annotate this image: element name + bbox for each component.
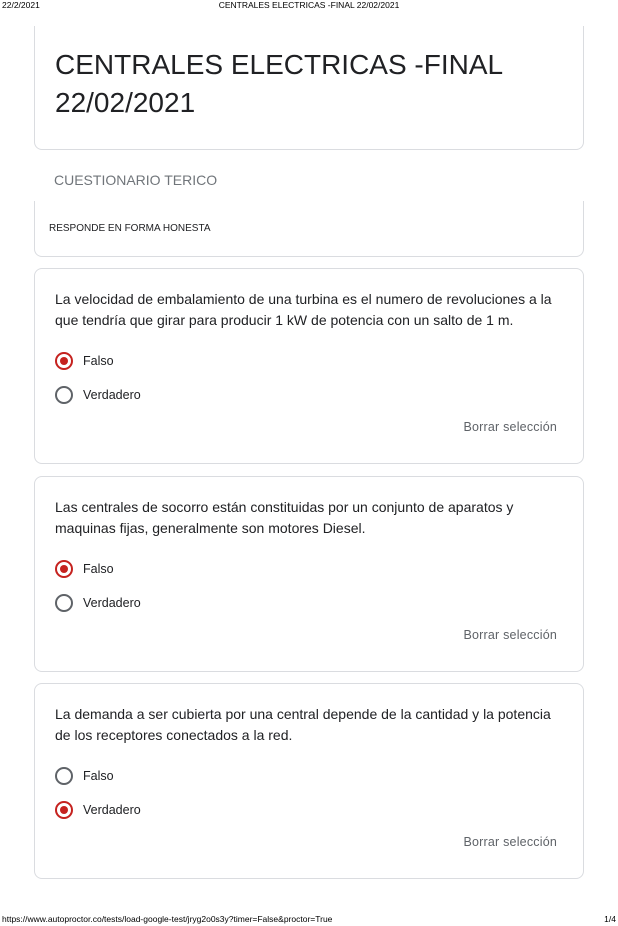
option-label: Falso — [83, 562, 114, 576]
question-text: Las centrales de socorro están constituidas por un conjunto de aparatos y maquinas fijas, generalmente son motores Diesel. — [55, 499, 514, 536]
form-title-line2: 22/02/2021 — [55, 87, 196, 118]
question-card — [34, 476, 584, 672]
section-description: RESPONDE EN FORMA HONESTA — [49, 223, 211, 234]
option-verdadero[interactable] — [55, 593, 141, 613]
print-header — [0, 0, 618, 12]
radio-button[interactable] — [55, 801, 73, 819]
clear-selection-button[interactable]: Borrar selección — [463, 420, 557, 434]
radio-button[interactable] — [55, 767, 73, 785]
option-falso[interactable] — [55, 559, 114, 579]
print-date: 22/2/2021 — [2, 0, 40, 10]
clear-selection-button[interactable]: Borrar selección — [463, 835, 557, 849]
option-label: Falso — [83, 354, 114, 368]
form-title-card — [34, 26, 584, 150]
form-title — [55, 46, 535, 122]
option-verdadero[interactable] — [55, 385, 141, 405]
question-text: La velocidad de embalamiento de una turbina es el numero de revoluciones a la que tendría que girar para producir 1 kW de potencia con un salto de 1 m. — [55, 291, 552, 328]
print-footer — [0, 914, 618, 926]
radio-button[interactable] — [55, 386, 73, 404]
option-label: Verdadero — [83, 388, 141, 402]
radio-button[interactable] — [55, 560, 73, 578]
option-verdadero[interactable] — [55, 800, 141, 820]
option-label: Verdadero — [83, 596, 141, 610]
question-card — [34, 268, 584, 464]
question-text: La demanda a ser cubierta por una central depende de la cantidad y la potencia de los receptores conectados a la red. — [55, 706, 551, 743]
print-doc-title: CENTRALES ELECTRICAS -FINAL 22/02/2021 — [218, 0, 400, 10]
option-label: Falso — [83, 769, 114, 783]
print-url: https://www.autoproctor.co/tests/load-google-test/jryg2o0s3y?timer=False&proctor=True — [2, 914, 333, 924]
form-title-line1: CENTRALES ELECTRICAS -FINAL — [55, 49, 504, 80]
option-falso[interactable] — [55, 351, 114, 371]
print-page-number: 1/4 — [604, 914, 616, 924]
section-title: CUESTIONARIO TERICO — [54, 172, 218, 188]
option-falso[interactable] — [55, 766, 114, 786]
clear-selection-button[interactable]: Borrar selección — [463, 628, 557, 642]
radio-button[interactable] — [55, 352, 73, 370]
section-description-card — [34, 201, 584, 257]
option-label: Verdadero — [83, 803, 141, 817]
radio-button[interactable] — [55, 594, 73, 612]
question-card — [34, 683, 584, 879]
